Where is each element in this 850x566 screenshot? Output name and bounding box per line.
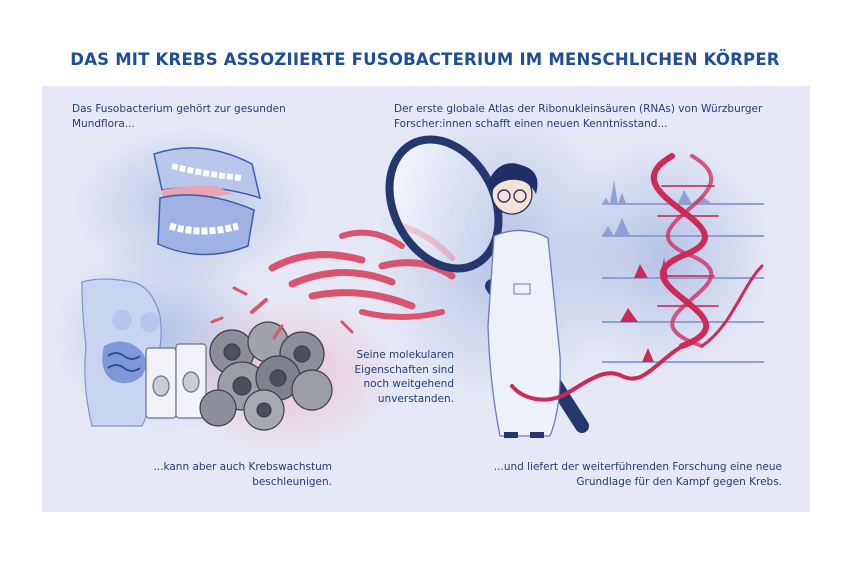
caption-molecular-properties: Seine molekularen Eigenschaften sind noch weitgehend unverstanden. [354,349,454,405]
caption-further-research: ...und liefert der weiterführenden Forschung eine neue Grundlage für den Kampf gegen Krebs. [493,461,782,488]
caption-cancer-growth: ...kann aber auch Krebswachstum beschleunigen. [153,461,332,488]
caption-rna-atlas: Der erste globale Atlas der Ribonukleinsäuren (RNAs) von Würzburger Forscher:innen schafft einen neuen Kenntnisstand... [394,103,763,130]
illustration [42,86,810,512]
page-title: DAS MIT KREBS ASSOZIIERTE FUSOBACTERIUM IM MENSCHLICHEN KÖRPER [70,50,780,69]
caption-oral-flora: Das Fusobacterium gehört zur gesunden Mundflora... [72,103,286,130]
illustration-panel [42,86,810,512]
epithelial-cells [146,344,206,418]
